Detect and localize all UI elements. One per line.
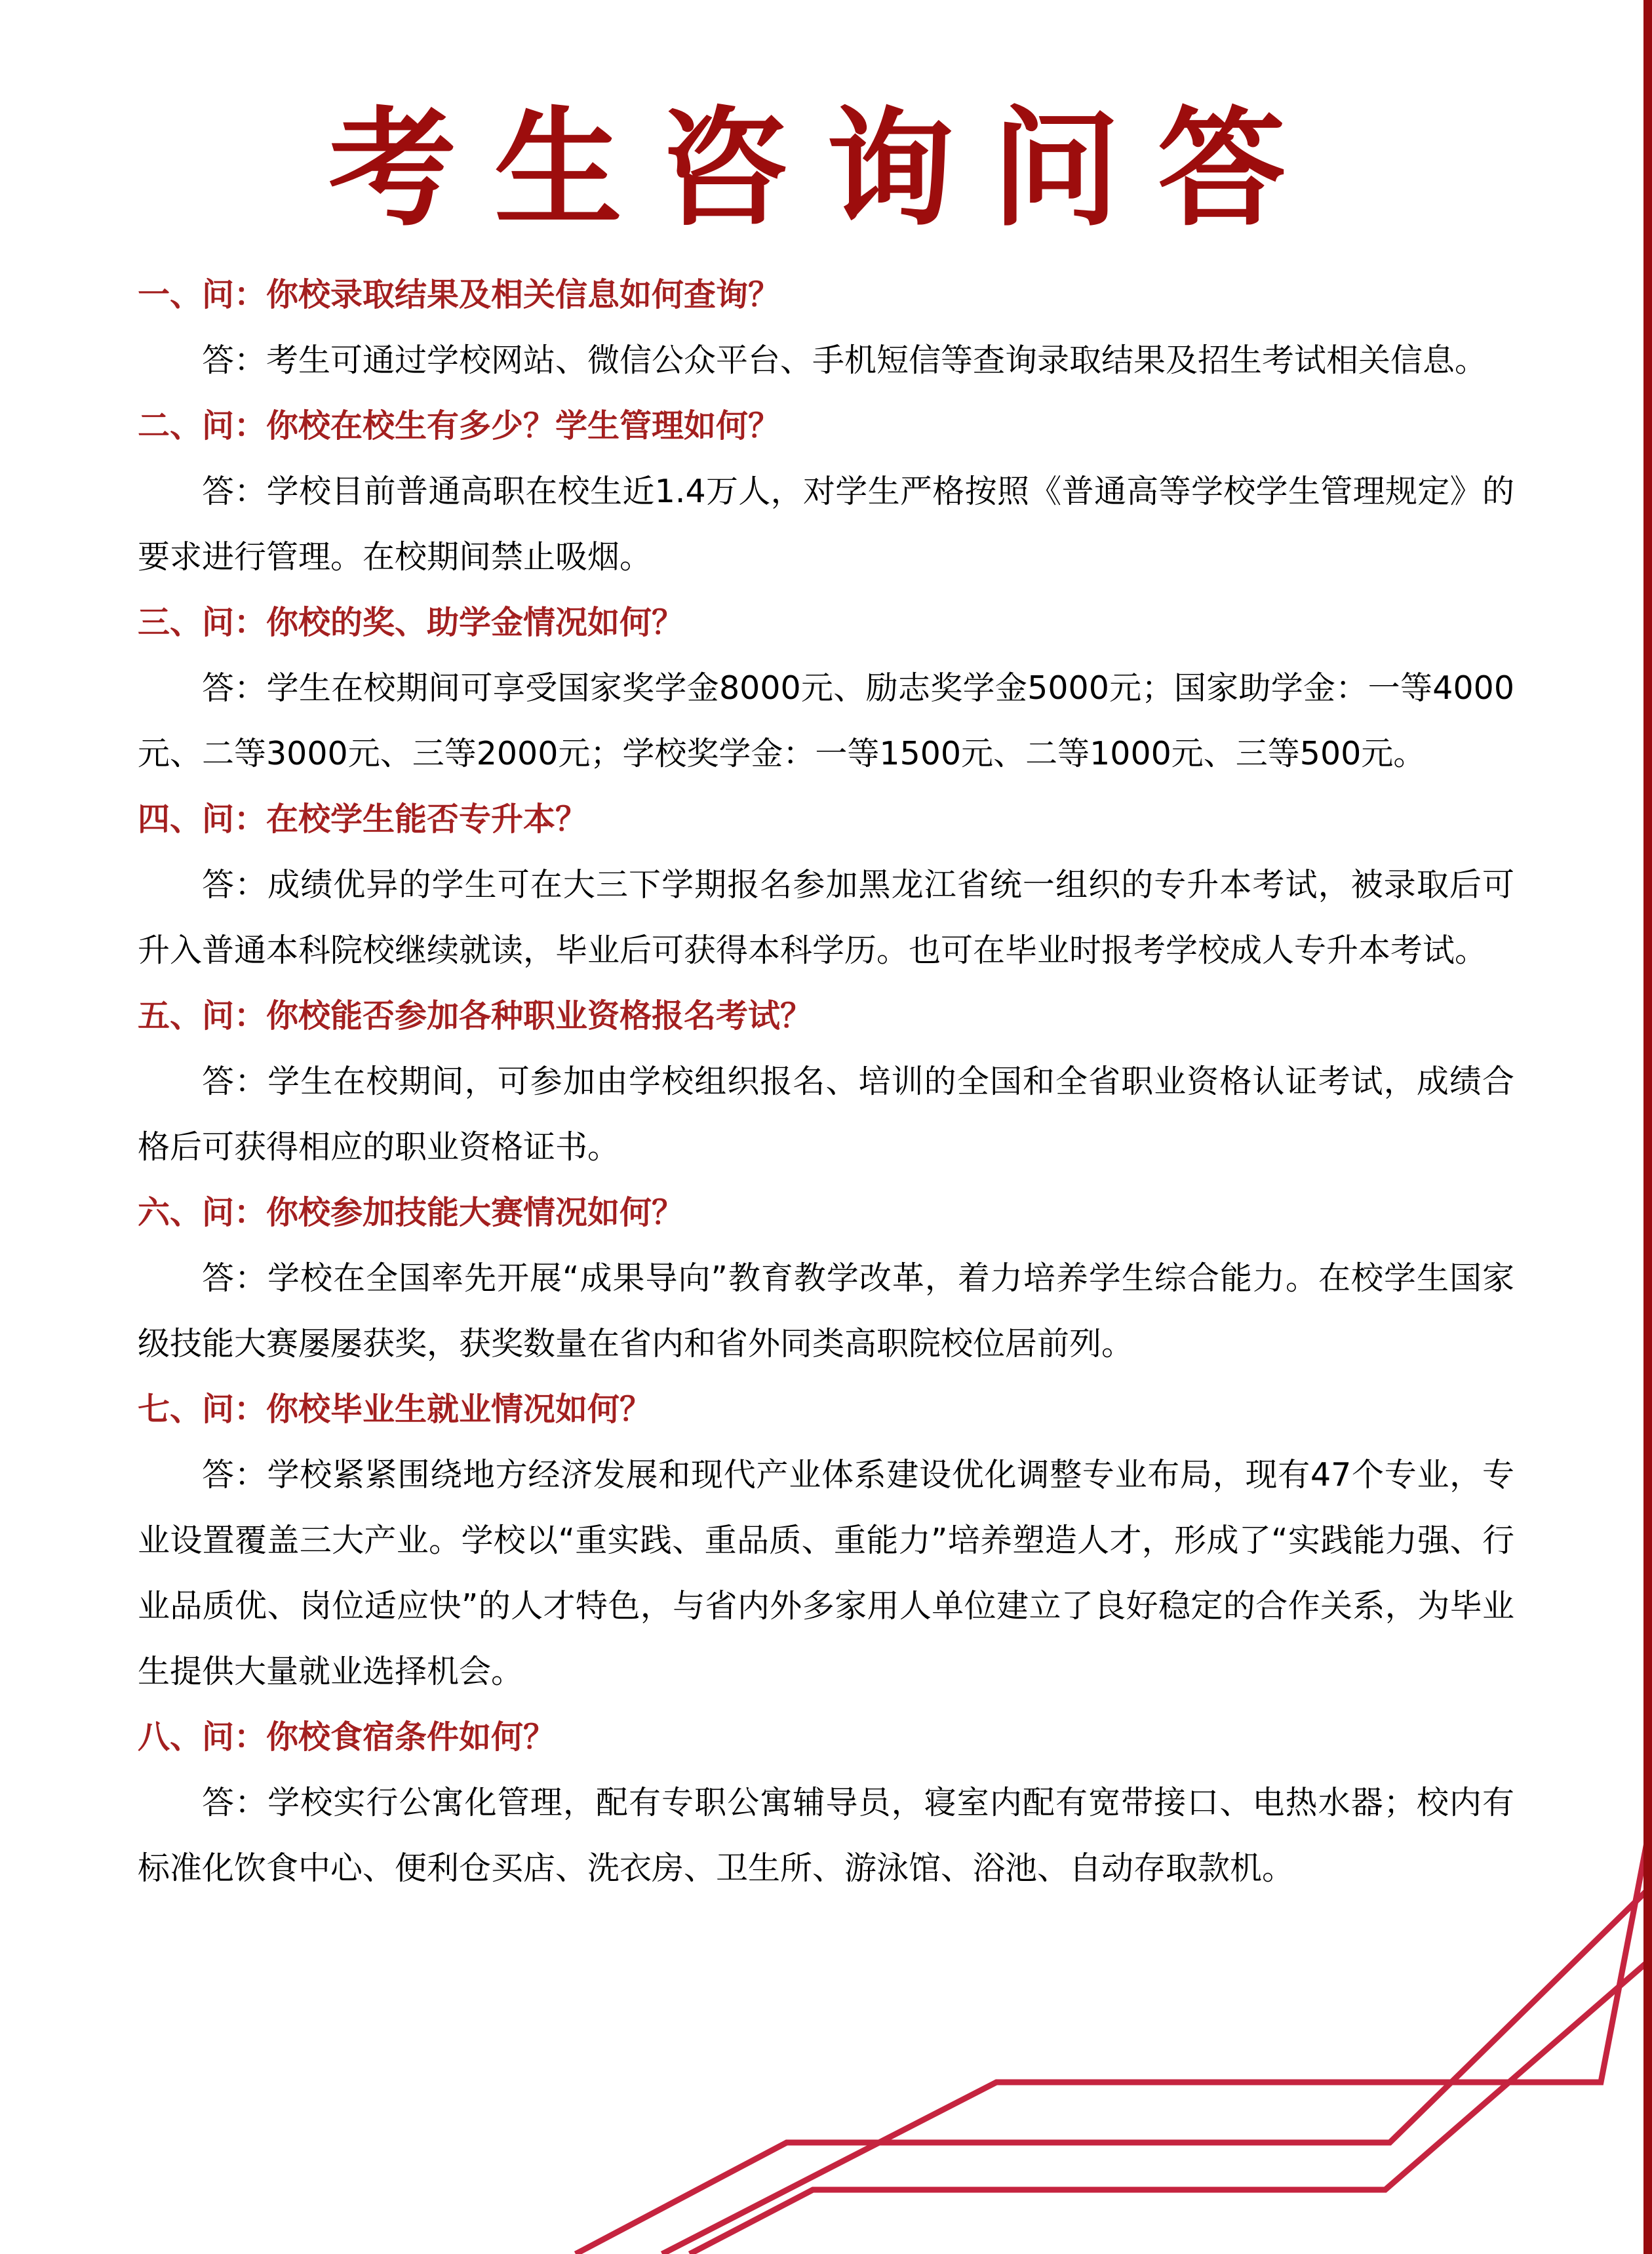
qa-question-heading: 八、问：你校食宿条件如何？ [138, 1718, 556, 1756]
qa-item [138, 983, 1514, 1180]
qa-question-heading: 七、问：你校毕业生就业情况如何？ [138, 1391, 652, 1428]
decorative-staircase-line [576, 1888, 1649, 2254]
qa-item [138, 262, 1514, 393]
page-title: 考生咨询问答 [328, 93, 1324, 243]
qa-answer-paragraph: 答：学校在全国率先开展“成果导向”教育教学改革，着力培养学生综合能力。在校学生国家级技能大赛屡屡获奖，获奖数量在省内和省外同类高职院校位居前列。 [138, 1259, 1514, 1362]
qa-question-heading: 五、问：你校能否参加各种职业资格报名考试？ [138, 997, 813, 1035]
qa-answer-paragraph: 答：学校实行公寓化管理，配有专职公寓辅导员，寝室内配有宽带接口、电热水器；校内有标准化饮食中心、便利仓买店、洗衣房、卫生所、游泳馆、浴池、自动存取款机。 [138, 1784, 1514, 1887]
qa-answer-paragraph: 答：学校紧紧围绕地方经济发展和现代产业体系建设优化调整专业布局，现有47个专业，专业设置覆盖三大产业。学校以“重实践、重品质、重能力”培养塑造人才，形成了“实践能力强、行业品质优、岗位适应快”的人才特色，与省内外多家用人单位建立了良好稳定的合作关系，为毕业生提供大量就业选择机会。 [138, 1456, 1514, 1690]
qa-question-heading: 一、问：你校录取结果及相关信息如何查询？ [138, 276, 781, 313]
qa-section [138, 262, 1514, 1901]
qa-item [138, 590, 1514, 787]
qa-answer-paragraph: 答：学生在校期间，可参加由学校组织报名、培训的全国和全省职业资格认证考试，成绩合格后可获得相应的职业资格证书。 [138, 1063, 1514, 1166]
qa-question-heading: 四、问：在校学生能否专升本？ [138, 801, 588, 838]
qa-answer-paragraph: 答：学校目前普通高职在校生近1.4万人，对学生严格按照《普通高等学校学生管理规定》的要求进行管理。在校期间禁止吸烟。 [138, 473, 1514, 576]
page-edge-bar [1643, 0, 1652, 2254]
qa-answer-paragraph: 答：学生在校期间可享受国家奖学金8000元、励志奖学金5000元；国家助学金：一等4000元、二等3000元、三等2000元；学校奖学金：一等1500元、二等1000元、三等500元。 [138, 669, 1514, 772]
qa-answer-paragraph: 答：成绩优异的学生可在大三下学期报名参加黑龙江省统一组织的专升本考试，被录取后可升入普通本科院校继续就读，毕业后可获得本科学历。也可在毕业时报考学校成人专升本考试。 [138, 866, 1514, 969]
qa-question-heading: 六、问：你校参加技能大赛情况如何？ [138, 1194, 684, 1231]
qa-item [138, 1180, 1514, 1377]
qa-item [138, 393, 1514, 590]
qa-item [138, 787, 1514, 983]
qa-item [138, 1705, 1514, 1901]
qa-item [138, 1377, 1514, 1705]
qa-question-heading: 三、问：你校的奖、助学金情况如何？ [138, 604, 684, 641]
decorative-staircase-line [690, 1960, 1649, 2254]
qa-answer-paragraph: 答：考生可通过学校网站、微信公众平台、手机短信等查询录取结果及招生考试相关信息。 [202, 342, 1487, 379]
qa-question-heading: 二、问：你校在校生有多少？学生管理如何？ [138, 407, 781, 445]
